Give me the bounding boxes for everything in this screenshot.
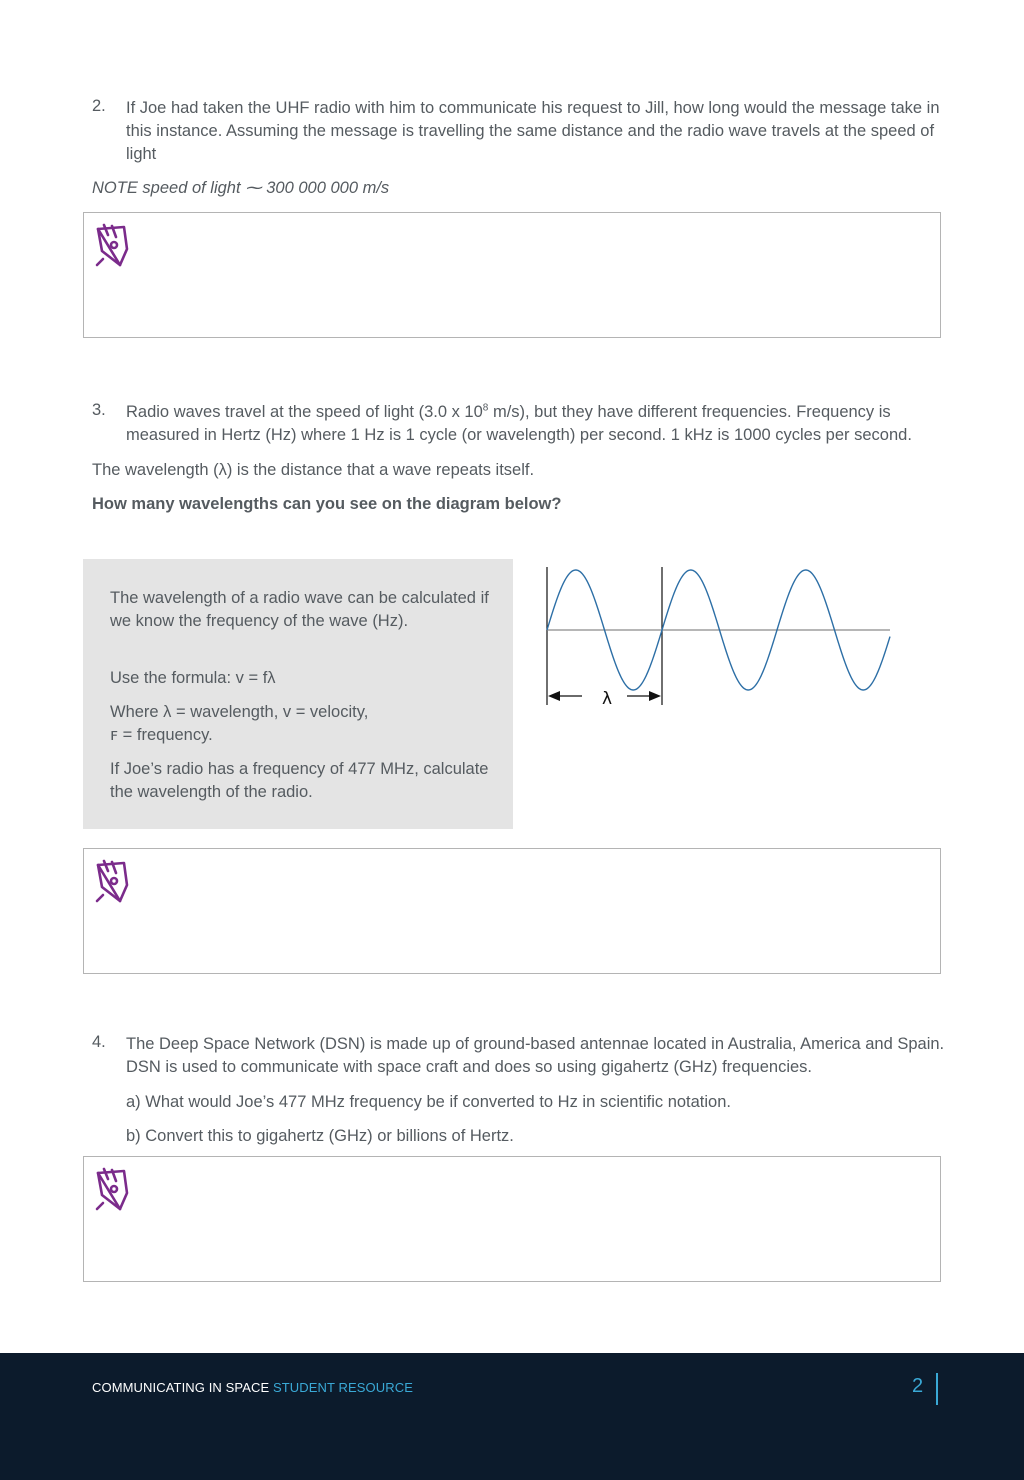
footer-document-subtitle: STUDENT RESOURCE (272, 1380, 413, 1395)
lambda-label: λ (601, 689, 613, 709)
page-number: 2 (912, 1375, 924, 1397)
answer-box[interactable] (83, 1156, 941, 1282)
question-prompt: How many wavelengths can you see on the diagram below? (92, 495, 562, 513)
question-number: 2. (92, 97, 106, 115)
info-paragraph: Where λ = wavelength, v = velocity, (110, 703, 369, 721)
answer-box[interactable] (83, 212, 941, 338)
info-box (83, 559, 513, 829)
answer-box[interactable] (83, 848, 941, 974)
footer-title (92, 1380, 413, 1395)
question-part-b: b) Convert this to gigahertz (GHz) or billions of Hertz. (126, 1127, 514, 1145)
footer-document-title: COMMUNICATING IN SPACE (92, 1380, 270, 1395)
left-arrow (548, 691, 582, 701)
wavelength-definition: The wavelength (λ) is the distance that a wave repeats itself. (92, 461, 535, 479)
question-part-a: a) What would Joe’s 477 MHz frequency be if converted to Hz in scientific notation. (126, 1093, 731, 1111)
question-text: Radio waves travel at the speed of light (3.0 x $10^8$ m/s), but they have different frequencies. Frequency is measured in Hertz (Hz) where 1 Hz is 1 cycle (or wavelength) per second. 1 kHz is 1000 cycles per second. (126, 402, 912, 444)
note-text: NOTE speed of light ⁓ 300 000 000 m/s (92, 179, 390, 197)
page-number-divider (936, 1373, 938, 1405)
question-text: The Deep Space Network (DSN) is made up of ground-based antennae located in Australia, America and Spain. DSN is used to communicate with space craft and does so using gigahertz (GHz) frequencies. (126, 1035, 945, 1076)
info-paragraph: ꜰ = frequency. (110, 726, 213, 744)
info-paragraph: The wavelength of a radio wave can be calculated if we know the frequency of the wave (Hz). (110, 589, 489, 630)
pen-nib-icon (94, 857, 132, 903)
pen-nib-icon (94, 221, 132, 267)
formula-text: Use the formula: v = fλ (110, 669, 276, 687)
info-paragraph: If Joe’s radio has a frequency of 477 MHz, calculate the wavelength of the radio. (110, 760, 489, 801)
right-arrow (627, 691, 661, 701)
pen-nib-icon (94, 1165, 132, 1211)
page-footer (0, 1353, 1024, 1480)
wavelength-diagram (540, 560, 900, 710)
question-number: 3. (92, 401, 106, 419)
question-text: If Joe had taken the UHF radio with him to communicate his request to Jill, how long would the message take in this instance. Assuming the message is travelling the same distance and the radio wave travels at the speed of light (126, 99, 940, 163)
question-number: 4. (92, 1033, 106, 1051)
